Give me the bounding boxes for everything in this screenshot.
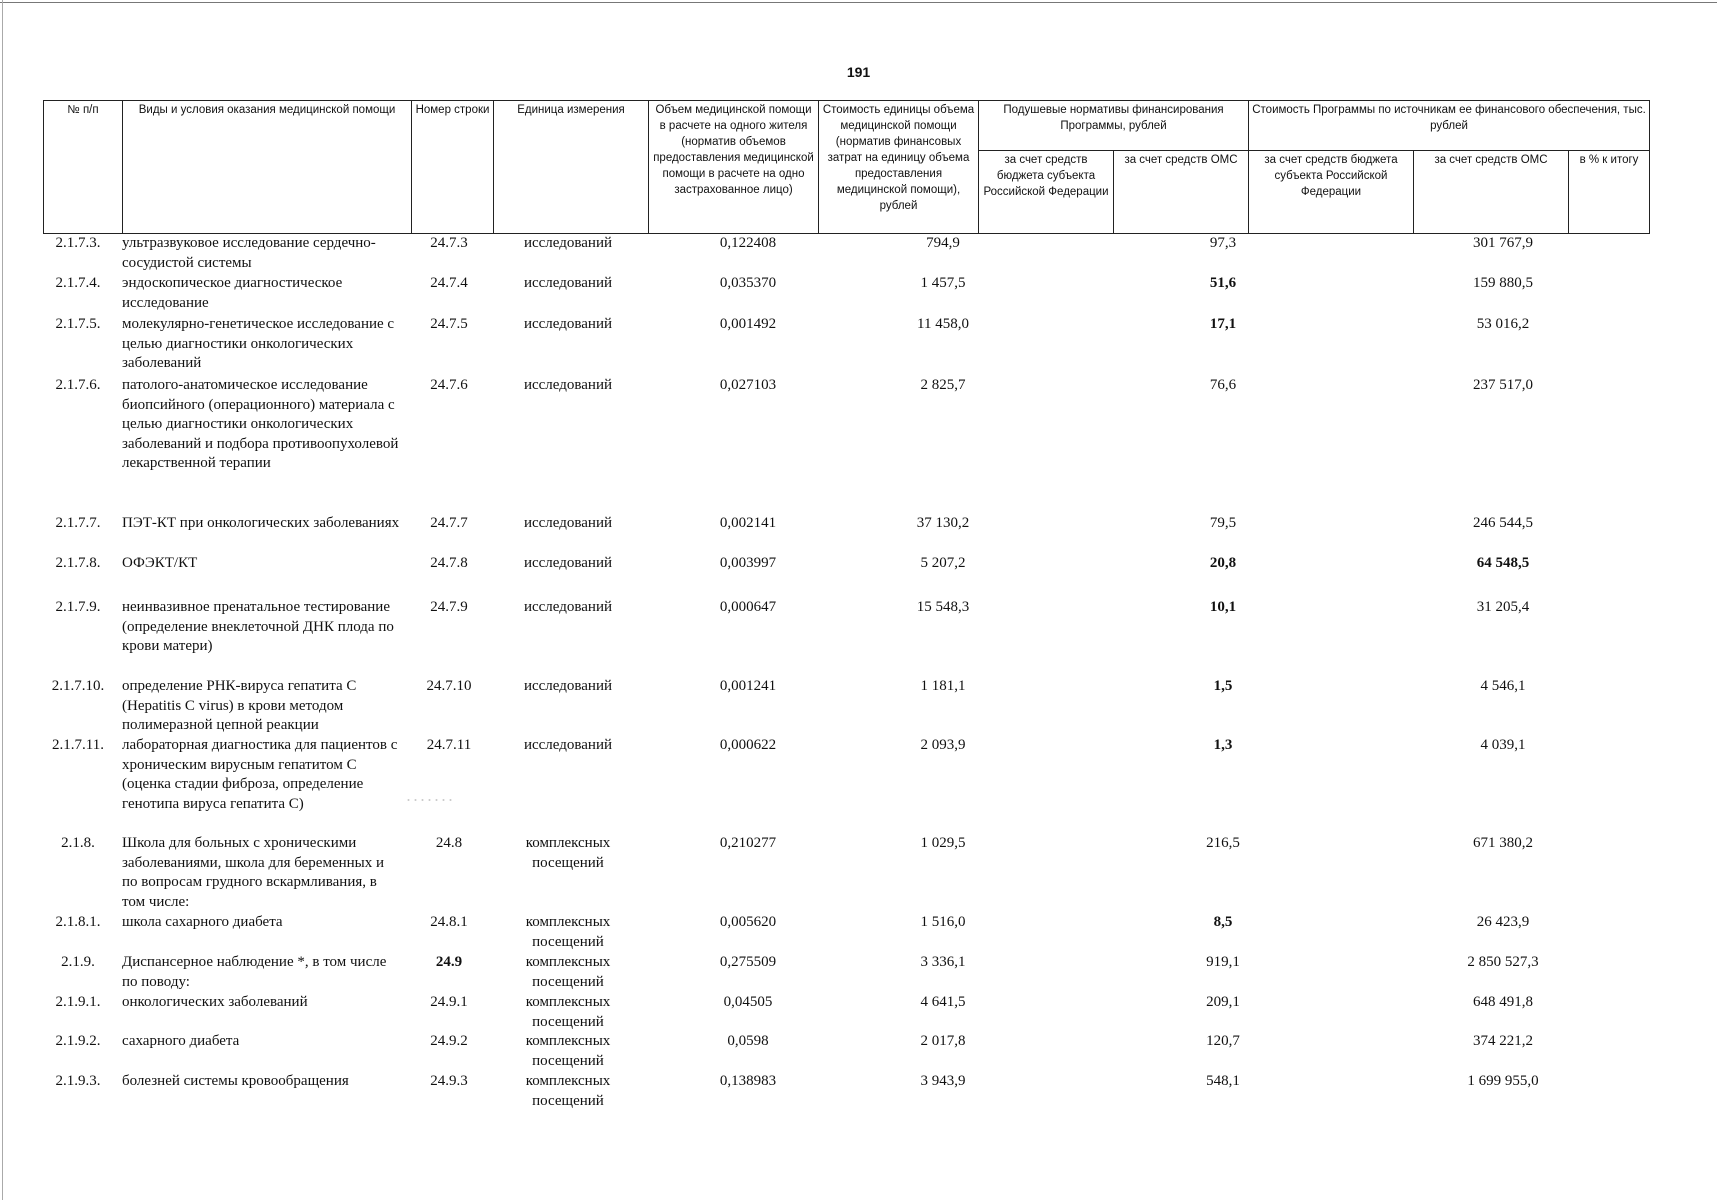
row-norm-oms: 10,1: [1209, 599, 1237, 615]
row-volume: 0,035370: [719, 275, 777, 291]
header-src-pct: в % к итогу: [1569, 151, 1650, 234]
row-name: онкологических заболеваний: [122, 994, 308, 1010]
row-line: 24.7.3: [430, 235, 468, 251]
row-src-oms: 31 205,4: [1476, 599, 1530, 615]
row-name: патолого-анатомическое исследование биопсийного (операционного) материала с целью диагностики онкологических заболеваний и подбора противоопухолевой лекарственной терапии: [122, 377, 399, 472]
row-volume: 0,027103: [719, 377, 777, 393]
row-unit: комплексных посещений: [525, 835, 611, 871]
row-name: болезней системы кровообращения: [122, 1073, 349, 1089]
row-cost: 2 093,9: [920, 737, 966, 753]
row-num: 2.1.7.6.: [55, 377, 101, 393]
row-unit: исследований: [523, 235, 613, 251]
row-volume: 0,001492: [719, 316, 777, 332]
row-volume: 0,138983: [719, 1073, 777, 1089]
row-num: 2.1.9.2.: [55, 1033, 101, 1049]
row-src-oms: 374 221,2: [1473, 1033, 1533, 1049]
row-cost: 15 548,3: [916, 599, 970, 615]
row-num: 2.1.8.1.: [55, 914, 101, 930]
row-cost: 1 516,0: [920, 914, 966, 930]
row-name: Диспансерное наблюдение *, в том числе по поводу:: [122, 954, 387, 990]
row-norm-oms: 17,1: [1209, 316, 1237, 332]
row-unit: комплексных посещений: [525, 994, 611, 1030]
row-norm-oms: 1,3: [1213, 737, 1233, 753]
row-unit: исследований: [523, 377, 613, 393]
row-num: 2.1.7.7.: [55, 515, 101, 531]
row-cost: 794,9: [926, 235, 960, 251]
row-cost: 3 943,9: [920, 1073, 966, 1089]
row-norm-oms: 8,5: [1213, 914, 1233, 930]
row-line: 24.9.3: [430, 1073, 468, 1089]
row-line: 24.8.1: [430, 914, 468, 930]
row-line: 24.8: [435, 835, 463, 851]
row-volume: 0,001241: [719, 678, 777, 694]
header-src-oms: за счет средств ОМС: [1414, 151, 1569, 234]
row-src-oms: 64 548,5: [1476, 555, 1530, 571]
page-number: 191: [846, 64, 871, 80]
row-cost: 3 336,1: [920, 954, 966, 970]
row-norm-oms: 1,5: [1213, 678, 1233, 694]
row-num: 2.1.7.8.: [55, 555, 101, 571]
row-norm-oms: 79,5: [1209, 515, 1237, 531]
row-norm-oms: 20,8: [1209, 555, 1237, 571]
row-norm-oms: 919,1: [1206, 954, 1240, 970]
row-volume: 0,04505: [723, 994, 773, 1010]
row-unit: исследований: [523, 316, 613, 332]
row-num: 2.1.7.9.: [55, 599, 101, 615]
row-src-oms: 4 546,1: [1480, 678, 1526, 694]
row-volume: 0,210277: [719, 835, 777, 851]
row-src-oms: 26 423,9: [1476, 914, 1530, 930]
header-cost: Стоимость единицы объема медицинской помощи (норматив финансовых затрат на единицу объема предоставления медицинской помощи), рублей: [819, 101, 979, 234]
row-norm-oms: 51,6: [1209, 275, 1237, 291]
row-line: 24.7.10: [426, 678, 472, 694]
row-line: 24.9.1: [430, 994, 468, 1010]
row-name: ОФЭКТ/КТ: [122, 555, 198, 571]
row-name: школа сахарного диабета: [122, 914, 283, 930]
row-name: лабораторная диагностика для пациентов с хроническим вирусным гепатитом С (оценка стадии фиброза, определение генотипа вируса гепатита С): [122, 737, 398, 812]
row-line: 24.7.7: [430, 515, 468, 531]
row-cost: 5 207,2: [920, 555, 966, 571]
row-unit: исследований: [523, 555, 613, 571]
row-volume: 0,275509: [719, 954, 777, 970]
row-norm-oms: 76,6: [1209, 377, 1237, 393]
row-src-oms: 246 544,5: [1473, 515, 1533, 531]
row-line: 24.7.4: [430, 275, 468, 291]
row-norm-oms: 120,7: [1206, 1033, 1240, 1049]
row-volume: 0,000622: [719, 737, 777, 753]
row-unit: комплексных посещений: [525, 914, 611, 950]
row-num: 2.1.7.5.: [55, 316, 101, 332]
scan-edge-left: [2, 0, 3, 1200]
row-unit: исследований: [523, 599, 613, 615]
row-src-oms: 1 699 955,0: [1467, 1073, 1539, 1089]
row-cost: 4 641,5: [920, 994, 966, 1010]
row-norm-oms: 216,5: [1206, 835, 1240, 851]
row-src-oms: 2 850 527,3: [1467, 954, 1539, 970]
row-name: Школа для больных с хроническими заболеваниями, школа для беременных и по вопросам грудного вскармливания, в том числе:: [122, 835, 385, 910]
row-num: 2.1.8.: [61, 835, 95, 851]
header-volume: Объем медицинской помощи в расчете на одного жителя (норматив объемов предоставления медицинской помощи в расчете на одно застрахованное лицо): [649, 101, 819, 234]
row-line: 24.7.5: [430, 316, 468, 332]
row-line: 24.7.11: [426, 737, 472, 753]
row-name: ультразвуковое исследование сердечно-сосудистой системы: [122, 235, 376, 271]
header-group-norms: Подушевые нормативы финансирования Программы, рублей: [979, 101, 1249, 151]
row-line: 24.9.2: [430, 1033, 468, 1049]
row-cost: 1 457,5: [920, 275, 966, 291]
row-src-oms: 4 039,1: [1480, 737, 1526, 753]
header-type: Виды и условия оказания медицинской помощи: [123, 101, 412, 234]
row-unit: комплексных посещений: [525, 954, 611, 990]
header-norm-oms: за счет средств ОМС: [1114, 151, 1249, 234]
header-num: № п/п: [44, 101, 123, 234]
row-volume: 0,003997: [719, 555, 777, 571]
row-cost: 2 825,7: [920, 377, 966, 393]
row-num: 2.1.7.3.: [55, 235, 101, 251]
row-unit: исследований: [523, 515, 613, 531]
row-line: 24.7.6: [430, 377, 468, 393]
row-line: 24.7.8: [430, 555, 468, 571]
row-unit: исследований: [523, 737, 613, 753]
row-volume: 0,005620: [719, 914, 777, 930]
row-cost: 1 181,1: [920, 678, 966, 694]
row-name: ПЭТ-КТ при онкологических заболеваниях: [122, 515, 400, 531]
header-src-budget: за счет средств бюджета субъекта Российской Федерации: [1249, 151, 1414, 234]
row-num: 2.1.9.1.: [55, 994, 101, 1010]
row-line: 24.9: [435, 954, 463, 970]
row-volume: 0,0598: [727, 1033, 769, 1049]
row-line: 24.7.9: [430, 599, 468, 615]
row-cost: 2 017,8: [920, 1033, 966, 1049]
row-src-oms: 648 491,8: [1473, 994, 1533, 1010]
row-cost: 1 029,5: [920, 835, 966, 851]
row-src-oms: 671 380,2: [1473, 835, 1533, 851]
row-volume: 0,000647: [719, 599, 777, 615]
row-num: 2.1.7.10.: [51, 678, 105, 694]
row-name: сахарного диабета: [122, 1033, 240, 1049]
row-name: определение РНК-вируса гепатита С (Hepatitis C virus) в крови методом полимеразной цепной реакции: [122, 678, 357, 734]
row-src-oms: 301 767,9: [1473, 235, 1533, 251]
row-src-oms: 237 517,0: [1473, 377, 1533, 393]
row-norm-oms: 548,1: [1206, 1073, 1240, 1089]
scan-speckle: [405, 798, 455, 802]
row-norm-oms: 209,1: [1206, 994, 1240, 1010]
row-volume: 0,122408: [719, 235, 777, 251]
row-cost: 11 458,0: [917, 316, 969, 332]
row-num: 2.1.9.3.: [55, 1073, 101, 1089]
table-header: [43, 100, 1650, 234]
row-num: 2.1.9.: [61, 954, 95, 970]
row-norm-oms: 97,3: [1209, 235, 1237, 251]
row-unit: комплексных посещений: [525, 1073, 611, 1109]
row-volume: 0,002141: [719, 515, 777, 531]
row-unit: исследований: [523, 678, 613, 694]
row-src-oms: 159 880,5: [1473, 275, 1533, 291]
row-name: эндоскопическое диагностическое исследование: [122, 275, 343, 311]
row-cost: 37 130,2: [916, 515, 970, 531]
row-num: 2.1.7.4.: [55, 275, 101, 291]
row-unit: комплексных посещений: [525, 1033, 611, 1069]
header-line: Номер строки: [412, 101, 494, 234]
row-name: неинвазивное пренатальное тестирование (определение внеклеточной ДНК плода по крови матери): [122, 599, 394, 655]
header-group-sources: Стоимость Программы по источникам ее финансового обеспечения, тыс. рублей: [1249, 101, 1650, 151]
row-num: 2.1.7.11.: [52, 737, 104, 753]
row-src-oms: 53 016,2: [1476, 316, 1530, 332]
header-norm-budget: за счет средств бюджета субъекта Российской Федерации: [979, 151, 1114, 234]
row-unit: исследований: [523, 275, 613, 291]
scan-edge-top: [0, 2, 1717, 3]
row-name: молекулярно-генетическое исследование с целью диагностики онкологических заболеваний: [122, 316, 395, 372]
header-unit: Единица измерения: [494, 101, 649, 234]
